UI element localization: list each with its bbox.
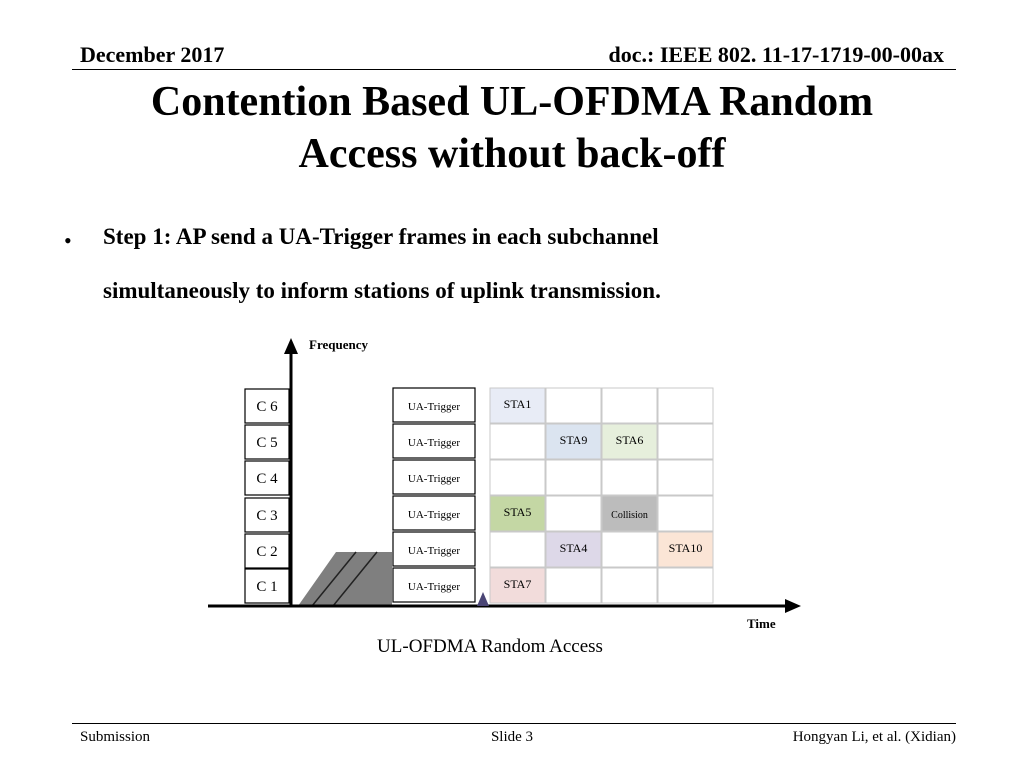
- slot-empty: [546, 568, 601, 603]
- channel-label-c4: C 4: [256, 471, 278, 487]
- slot-empty: [602, 460, 657, 495]
- backoff-ramp: [298, 552, 392, 606]
- slot-label-sta5: STA5: [503, 505, 532, 519]
- time-axis-arrow: [785, 599, 801, 613]
- ua-trigger-label: UA-Trigger: [407, 473, 461, 485]
- slot-empty: [658, 388, 713, 423]
- slide-title-line-1: Contention Based UL-OFDMA Random: [150, 79, 874, 125]
- channel-label-c1: C 1: [256, 579, 278, 595]
- slide-title-line-2: Access without back-off: [298, 131, 726, 177]
- slot-empty: [490, 424, 545, 459]
- bullet-text-line-1: Step 1: AP send a UA-Trigger frames in each subchannel: [103, 224, 659, 249]
- ua-trigger-label: UA-Trigger: [407, 545, 461, 557]
- diagram-caption: UL-OFDMA Random Access: [377, 636, 603, 657]
- slot-label-sta7: STA7: [503, 577, 532, 591]
- footer-divider: [72, 723, 956, 724]
- slot-empty: [546, 460, 601, 495]
- slot-label-sta4: STA4: [559, 541, 588, 555]
- ua-trigger-label: UA-Trigger: [407, 509, 461, 521]
- ua-trigger-label: UA-Trigger: [407, 581, 461, 593]
- slot-empty: [602, 568, 657, 603]
- random-access-slots: [490, 388, 713, 603]
- slot-label-sta10: STA10: [668, 541, 703, 555]
- slot-empty: [658, 496, 713, 531]
- bullet-marker: •: [64, 228, 72, 253]
- slot-empty: [490, 532, 545, 567]
- channel-label-c3: C 3: [256, 508, 278, 524]
- ua-trigger-label: UA-Trigger: [407, 401, 461, 413]
- channel-label-c5: C 5: [256, 435, 278, 451]
- slot-empty: [658, 568, 713, 603]
- frequency-axis-label: Frequency: [309, 337, 368, 352]
- header-doc-id: doc.: IEEE 802. 11-17-1719-00-00ax: [608, 42, 944, 67]
- trigger-end-marker: [477, 592, 489, 606]
- slot-empty: [658, 424, 713, 459]
- channel-labels: [245, 389, 289, 603]
- slot-empty: [490, 460, 545, 495]
- footer-slide-number: Slide 3: [490, 729, 534, 745]
- slot-empty: [602, 532, 657, 567]
- bullet-text-line-2: simultaneously to inform stations of uplink transmission.: [103, 278, 661, 303]
- footer-authors: Hongyan Li, et al. (Xidian): [792, 729, 956, 745]
- channel-label-c6: C 6: [256, 399, 278, 415]
- ua-trigger-column: [393, 388, 475, 602]
- slot-label-sta9: STA9: [559, 433, 588, 447]
- slot-label-collision: Collision: [611, 510, 648, 521]
- channel-label-c2: C 2: [256, 544, 278, 560]
- header-date: December 2017: [80, 42, 225, 67]
- slot-label-sta1: STA1: [503, 397, 532, 411]
- time-axis-label: Time: [747, 616, 776, 631]
- frequency-axis-arrow: [284, 338, 298, 354]
- slot-empty: [658, 460, 713, 495]
- slot-empty: [546, 388, 601, 423]
- slot-label-sta6: STA6: [615, 433, 644, 447]
- slot-empty: [602, 388, 657, 423]
- footer-submission: Submission: [80, 729, 151, 745]
- ua-trigger-label: UA-Trigger: [407, 437, 461, 449]
- slot-empty: [546, 496, 601, 531]
